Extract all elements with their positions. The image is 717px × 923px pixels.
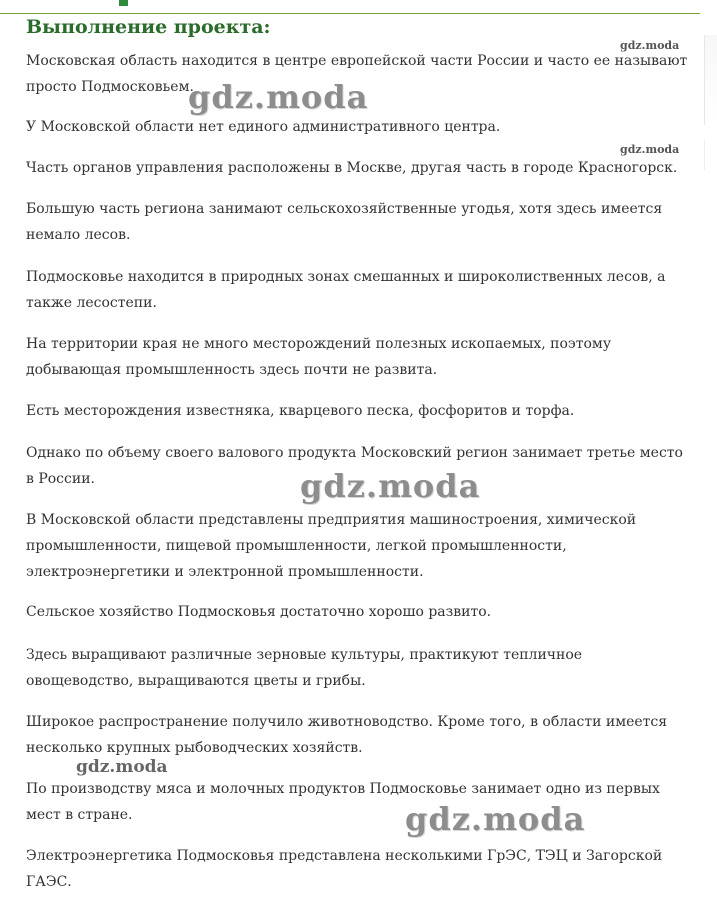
paragraph-3: Часть органов управления расположены в Москве, другая часть в городе Красногорск. [26, 160, 678, 176]
paragraph-4: Большую часть региона занимают сельскохозяйственные угодья, хотя здесь имеется немало лесов. [26, 201, 663, 243]
paragraph-6: На территории края не много месторождений полезных ископаемых, поэтому добывающая промышленность здесь почти не развита. [26, 336, 612, 378]
paragraph-10: Сельское хозяйство Подмосковья достаточно хорошо развито. [26, 604, 492, 620]
watermark-small-1: gdz.moda [620, 39, 680, 52]
watermark-small-2: gdz.moda [620, 143, 680, 156]
watermark-large-1: gdz.moda [188, 78, 369, 116]
paragraph-9: В Московской области представлены предприятия машиностроения, химической промышленности, пищевой промышленности, легкой промышленности, электроэнергетики и электронной промышленности. [26, 512, 637, 580]
right-edge-panel [704, 35, 717, 125]
paragraph-8: Однако по объему своего валового продукта Московский регион занимает третье место в России. [26, 445, 683, 487]
right-edge-panel-lower [704, 140, 717, 170]
watermark-large-2: gdz.moda [300, 467, 481, 505]
cropped-top-toolbar [0, 0, 700, 14]
paragraph-7: Есть месторождения известняка, кварцевого песка, фосфоритов и торфа. [26, 403, 575, 419]
paragraph-12: Широкое распространение получило животноводство. Кроме того, в области имеется несколько крупных рыбоводческих хозяйств. [26, 714, 668, 756]
watermark-large-3: gdz.moda [405, 800, 586, 838]
paragraph-2: У Московской области нет единого административного центра. [26, 119, 501, 135]
paragraph-11: Здесь выращивают различные зерновые культуры, практикуют тепличное овощеводство, выращиваются цветы и грибы. [26, 647, 583, 689]
paragraph-5: Подмосковье находится в природных зонах смешанных и широколиственных лесов, а также лесостепи. [26, 269, 666, 311]
paragraph-13: По производству мяса и молочных продуктов Подмосковье занимает одно из первых мест в стране. [26, 781, 660, 823]
green-badge-icon [119, 0, 128, 6]
watermark-medium-1: gdz.moda [76, 757, 168, 777]
section-heading: Выполнение проекта: [26, 16, 271, 38]
paragraph-14: Электроэнергетика Подмосковья представлена несколькими ГрЭС, ТЭЦ и Загорской ГАЭС. [26, 848, 663, 890]
paragraph-1: Московская область находится в центре европейской части России и часто ее называют просто Подмосковьем. [26, 53, 688, 95]
